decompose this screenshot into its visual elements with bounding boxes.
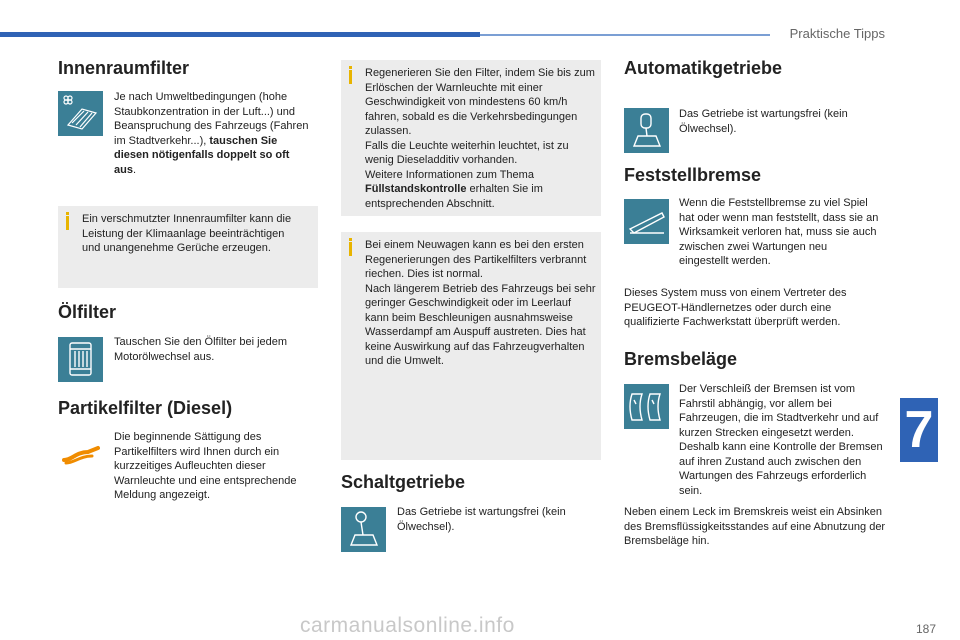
brake-pads-icon: [624, 384, 669, 429]
section-title: Praktische Tipps: [789, 26, 885, 41]
note-1-paragraph-b: Falls die Leuchte weiterhin leuchtet, ist zu wenig Dieseladditiv vorhanden.: [365, 139, 569, 166]
schaltgetriebe-text: Das Getriebe ist wartungsfrei (kein Ölwechsel).: [397, 506, 566, 533]
header-accent-bar: [0, 32, 480, 37]
feststellbremse-text: Wenn die Feststellbremse zu viel Spiel hat oder wenn man feststellt, dass sie an Wirksamkeit verloren hat, muss sie auch zwischen zwei Wartungen neu eingestellt werden.: [679, 197, 879, 267]
bremsbelaege-text-2: Neben einem Leck im Bremskreis weist ein Absinken des Bremsflüssigkeitsstandes auf eine Abnutzung der Bremsbeläge hin.: [624, 506, 886, 547]
feststellbremse-heading: Feststellbremse: [624, 165, 762, 185]
partikelfilter-note-2: [341, 232, 601, 460]
automatikgetriebe-text: Das Getriebe ist wartungsfrei (kein Ölwechsel).: [679, 108, 848, 135]
partikelfilter-note-1-text: [365, 66, 595, 211]
parking-brake-icon: [624, 199, 669, 244]
oelfilter-heading: Ölfilter: [58, 302, 117, 322]
info-icon-bar: [66, 216, 69, 230]
innenraumfilter-note: [58, 206, 318, 288]
partikelfilter-note-1: [341, 60, 601, 216]
page-number: 187: [915, 622, 936, 636]
gearbox-icon: [341, 507, 386, 552]
note-1-bold: Füllstandskontrolle: [365, 183, 467, 195]
chapter-tab: 7: [900, 398, 938, 462]
info-icon: [349, 238, 352, 241]
automatic-gearbox-icon: [624, 108, 669, 153]
bremsbelaege-heading: Bremsbeläge: [624, 349, 738, 369]
info-icon: [349, 66, 352, 69]
partikelfilter-note-2-text: [365, 238, 597, 369]
watermark: carmanualsonline.info: [300, 614, 515, 637]
cabin-filter-icon: [58, 91, 103, 136]
note-1-d-text: erhalten Sie im entsprechenden Abschnitt.: [365, 183, 543, 210]
partikelfilter-text: Die beginnende Sättigung des Partikelfilters wird Ihnen durch ein kurzzeitiges Aufleuchten dieser Warnleuchte und eine entsprechende Meldung angezeigt.: [114, 431, 297, 501]
particle-filter-warning-icon: [62, 444, 100, 466]
oelfilter-text: Tauschen Sie den Ölfilter bei jedem Motorölwechsel aus.: [114, 336, 288, 363]
partikelfilter-heading: Partikelfilter (Diesel): [58, 398, 233, 418]
note-2-paragraph-b: Nach längerem Betrieb des Fahrzeugs bei sehr geringer Geschwindigkeit oder im Leerlauf kann beim Beschleunigen ausnahmsweise Wasserdampf am Auspuff austreten. Dies hat keine Auswirkung auf das Fahrzeugverhalten und die Umwelt.: [365, 282, 596, 367]
info-icon: [66, 212, 69, 215]
note-1-paragraph-a: Regenerieren Sie den Filter, indem Sie bis zum Erlöschen der Warnleuchte mit einer Geschwindigkeit von mindestens 60 km/h fahren, sobald es die Verkehrsbedingungen zulassen.: [365, 67, 595, 137]
innenraumfilter-text-end: .: [132, 163, 137, 176]
automatikgetriebe-heading: Automatikgetriebe: [624, 58, 783, 78]
note-1-paragraph-c: [365, 168, 595, 212]
innenraumfilter-text: [114, 90, 309, 177]
header-accent-line: [480, 34, 770, 36]
oil-filter-icon: [58, 337, 103, 382]
innenraumfilter-note-text: Ein verschmutzter Innenraumfilter kann die Leistung der Klimaanlage beeinträchtigen und unangenehme Gerüche erzeugen.: [82, 213, 292, 254]
feststellbremse-text-2: Dieses System muss von einem Vertreter des PEUGEOT-Händlernetzes oder durch eine qualifizierte Fachwerkstatt überprüft werden.: [624, 287, 847, 328]
note-1-c-text: Weitere Informationen zum Thema: [365, 168, 534, 181]
innenraumfilter-text-bold: tauschen Sie diesen nötigenfalls doppelt so oft aus: [114, 134, 290, 176]
innenraumfilter-text-normal: Je nach Umweltbedingungen (hohe Staubkonzentration in der Luft...) und Beanspruchung des Fahrzeugs (Fahren im Stadtverkehr...),: [114, 91, 309, 147]
innenraumfilter-heading: Innenraumfilter: [58, 58, 190, 78]
schaltgetriebe-heading: Schaltgetriebe: [341, 472, 466, 492]
note-2-paragraph-a: Bei einem Neuwagen kann es bei den ersten Regenerierungen des Partikelfilters verbrannt riechen. Dies ist normal.: [365, 239, 587, 280]
info-icon-bar: [349, 70, 352, 84]
bremsbelaege-text: Der Verschleiß der Bremsen ist vom Fahrstil abhängig, vor allem bei Fahrzeugen, die im Stadtverkehr und auf kurzen Strecken eingesetzt werden. Deshalb kann eine Kontrolle der Bremsen auf ihren Zustand auch zwischen den Wartungen des Fahrzeugs erforderlich sein.: [679, 383, 883, 497]
info-icon-bar: [349, 242, 352, 256]
